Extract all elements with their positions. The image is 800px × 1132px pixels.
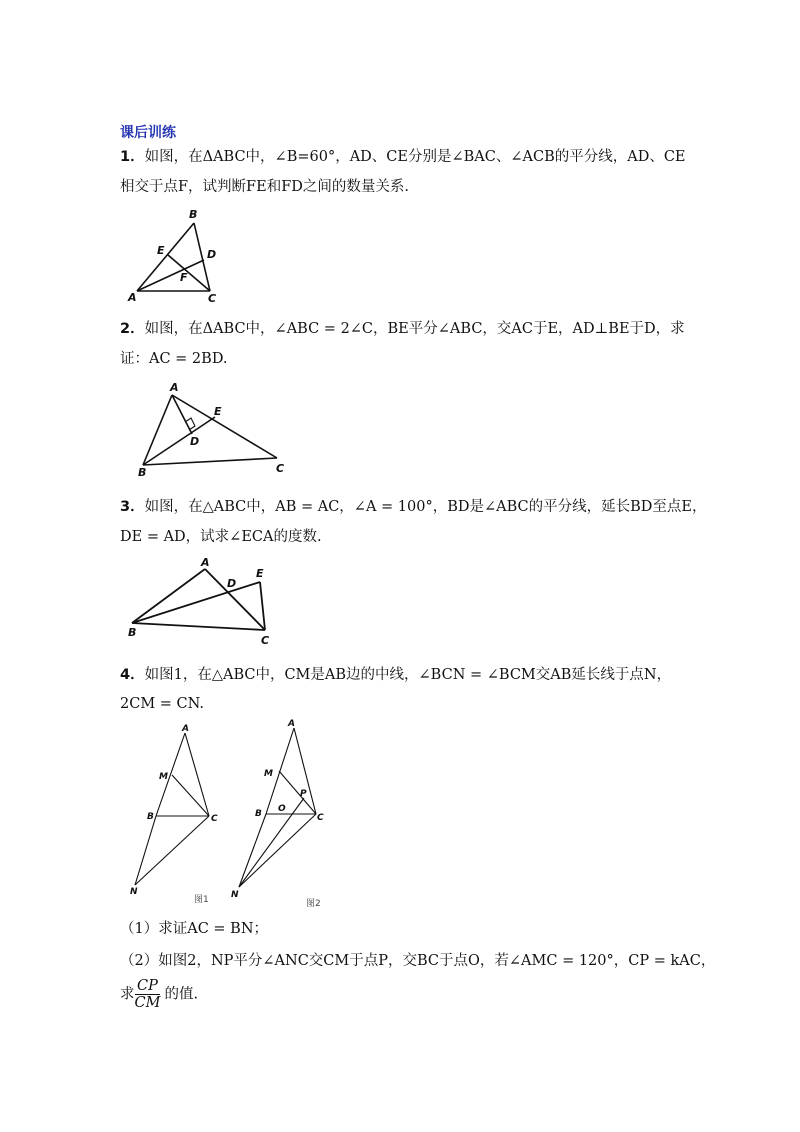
fig3-label-c: C [261,634,270,647]
problem-1-line-2: 相交于点F，试判断FE和FD之间的数量关系. [120,179,410,195]
fig4b-label-n: N [231,890,239,900]
problem-1-number: 1． [120,149,145,165]
fraction-numerator: CP [135,978,161,995]
problem-4-line-2: 2CM = CN. [120,696,204,712]
fig1-label-e: E [157,244,165,257]
fig2-label-b: B [138,466,147,478]
problem-4-number: 4． [120,667,145,683]
fig4a-label-m: M [159,772,168,782]
fig4a-caption: 图1 [194,895,209,905]
fig3-label-d: D [227,577,237,590]
fig1-label-a: A [128,291,137,304]
fig2-label-c: C [276,462,285,475]
fig4a-label-c: C [211,814,218,824]
fig4b-label-b: B [255,809,262,819]
fig4b-label-a: A [288,719,295,729]
fig4b-caption: 图2 [306,899,321,909]
problem-4-sub-1: （1）求证AC = BN； [120,921,269,937]
problem-1-figure [120,205,230,305]
fig3-label-b: B [128,626,137,639]
problem-4-figure-2 [228,715,338,910]
problem-3-number: 3． [120,499,145,515]
fig2-label-a: A [170,381,179,394]
problem-4-figure-1 [125,720,235,910]
fig4b-label-c: C [317,813,324,823]
problem-2-line-2: 证：AC = 2BD. [120,351,228,367]
problem-3-line-2: DE = AD，试求∠ECA的度数. [120,529,322,545]
problem-1-text-1: 如图，在ΔABC中，∠B=60°，AD、CE分别是∠BAC、∠ACB的平分线，AD、CE [144,149,686,165]
problem-2-line-1 [120,318,685,340]
ratio-fraction [135,978,161,1011]
problem-4-sub-2: （2）如图2，NP平分∠ANC交CM于点P，交BC于点O，若∠AMC = 120°，CP = kAC， [120,953,716,969]
fig4b-label-m: M [264,769,273,779]
final-prefix: 求 [120,986,135,1003]
fig2-label-d: D [190,435,200,448]
fig1-label-d: D [207,248,217,261]
fig3-label-e: E [256,567,264,580]
problem-3-line-1 [120,496,707,518]
fraction-denominator: CM [134,995,161,1011]
fig1-label-b: B [189,208,198,221]
fig1-label-f: F [180,271,188,284]
fig4b-label-o: O [278,804,286,814]
section-title: 课后训练 [120,125,176,141]
fig1-label-c: C [208,292,217,305]
problem-3-figure [120,555,285,650]
problem-1-line-1 [120,146,686,168]
fig4a-label-b: B [147,812,154,822]
fig4a-label-a: A [182,724,189,734]
fig4b-label-p: P [300,789,307,799]
problem-2-figure [130,378,300,478]
fig3-label-a: A [201,556,210,569]
problem-4-line-1 [120,664,671,686]
problem-2-text-1: 如图，在ΔABC中，∠ABC = 2∠C，BE平分∠ABC，交AC于E，AD⊥BE于D，求 [144,321,685,337]
fig2-label-e: E [214,405,222,418]
fig4a-label-n: N [130,887,138,897]
problem-4-text-1: 如图1，在△ABC中，CM是AB边的中线，∠BCN = ∠BCM交AB延长线于点N， [144,667,672,683]
problem-2-number: 2． [120,321,145,337]
problem-4-final-line [120,978,198,1011]
final-suffix: 的值. [164,986,199,1003]
problem-3-text-1: 如图，在△ABC中，AB = AC，∠A = 100°，BD是∠ABC的平分线，延长BD至点E， [144,499,707,515]
